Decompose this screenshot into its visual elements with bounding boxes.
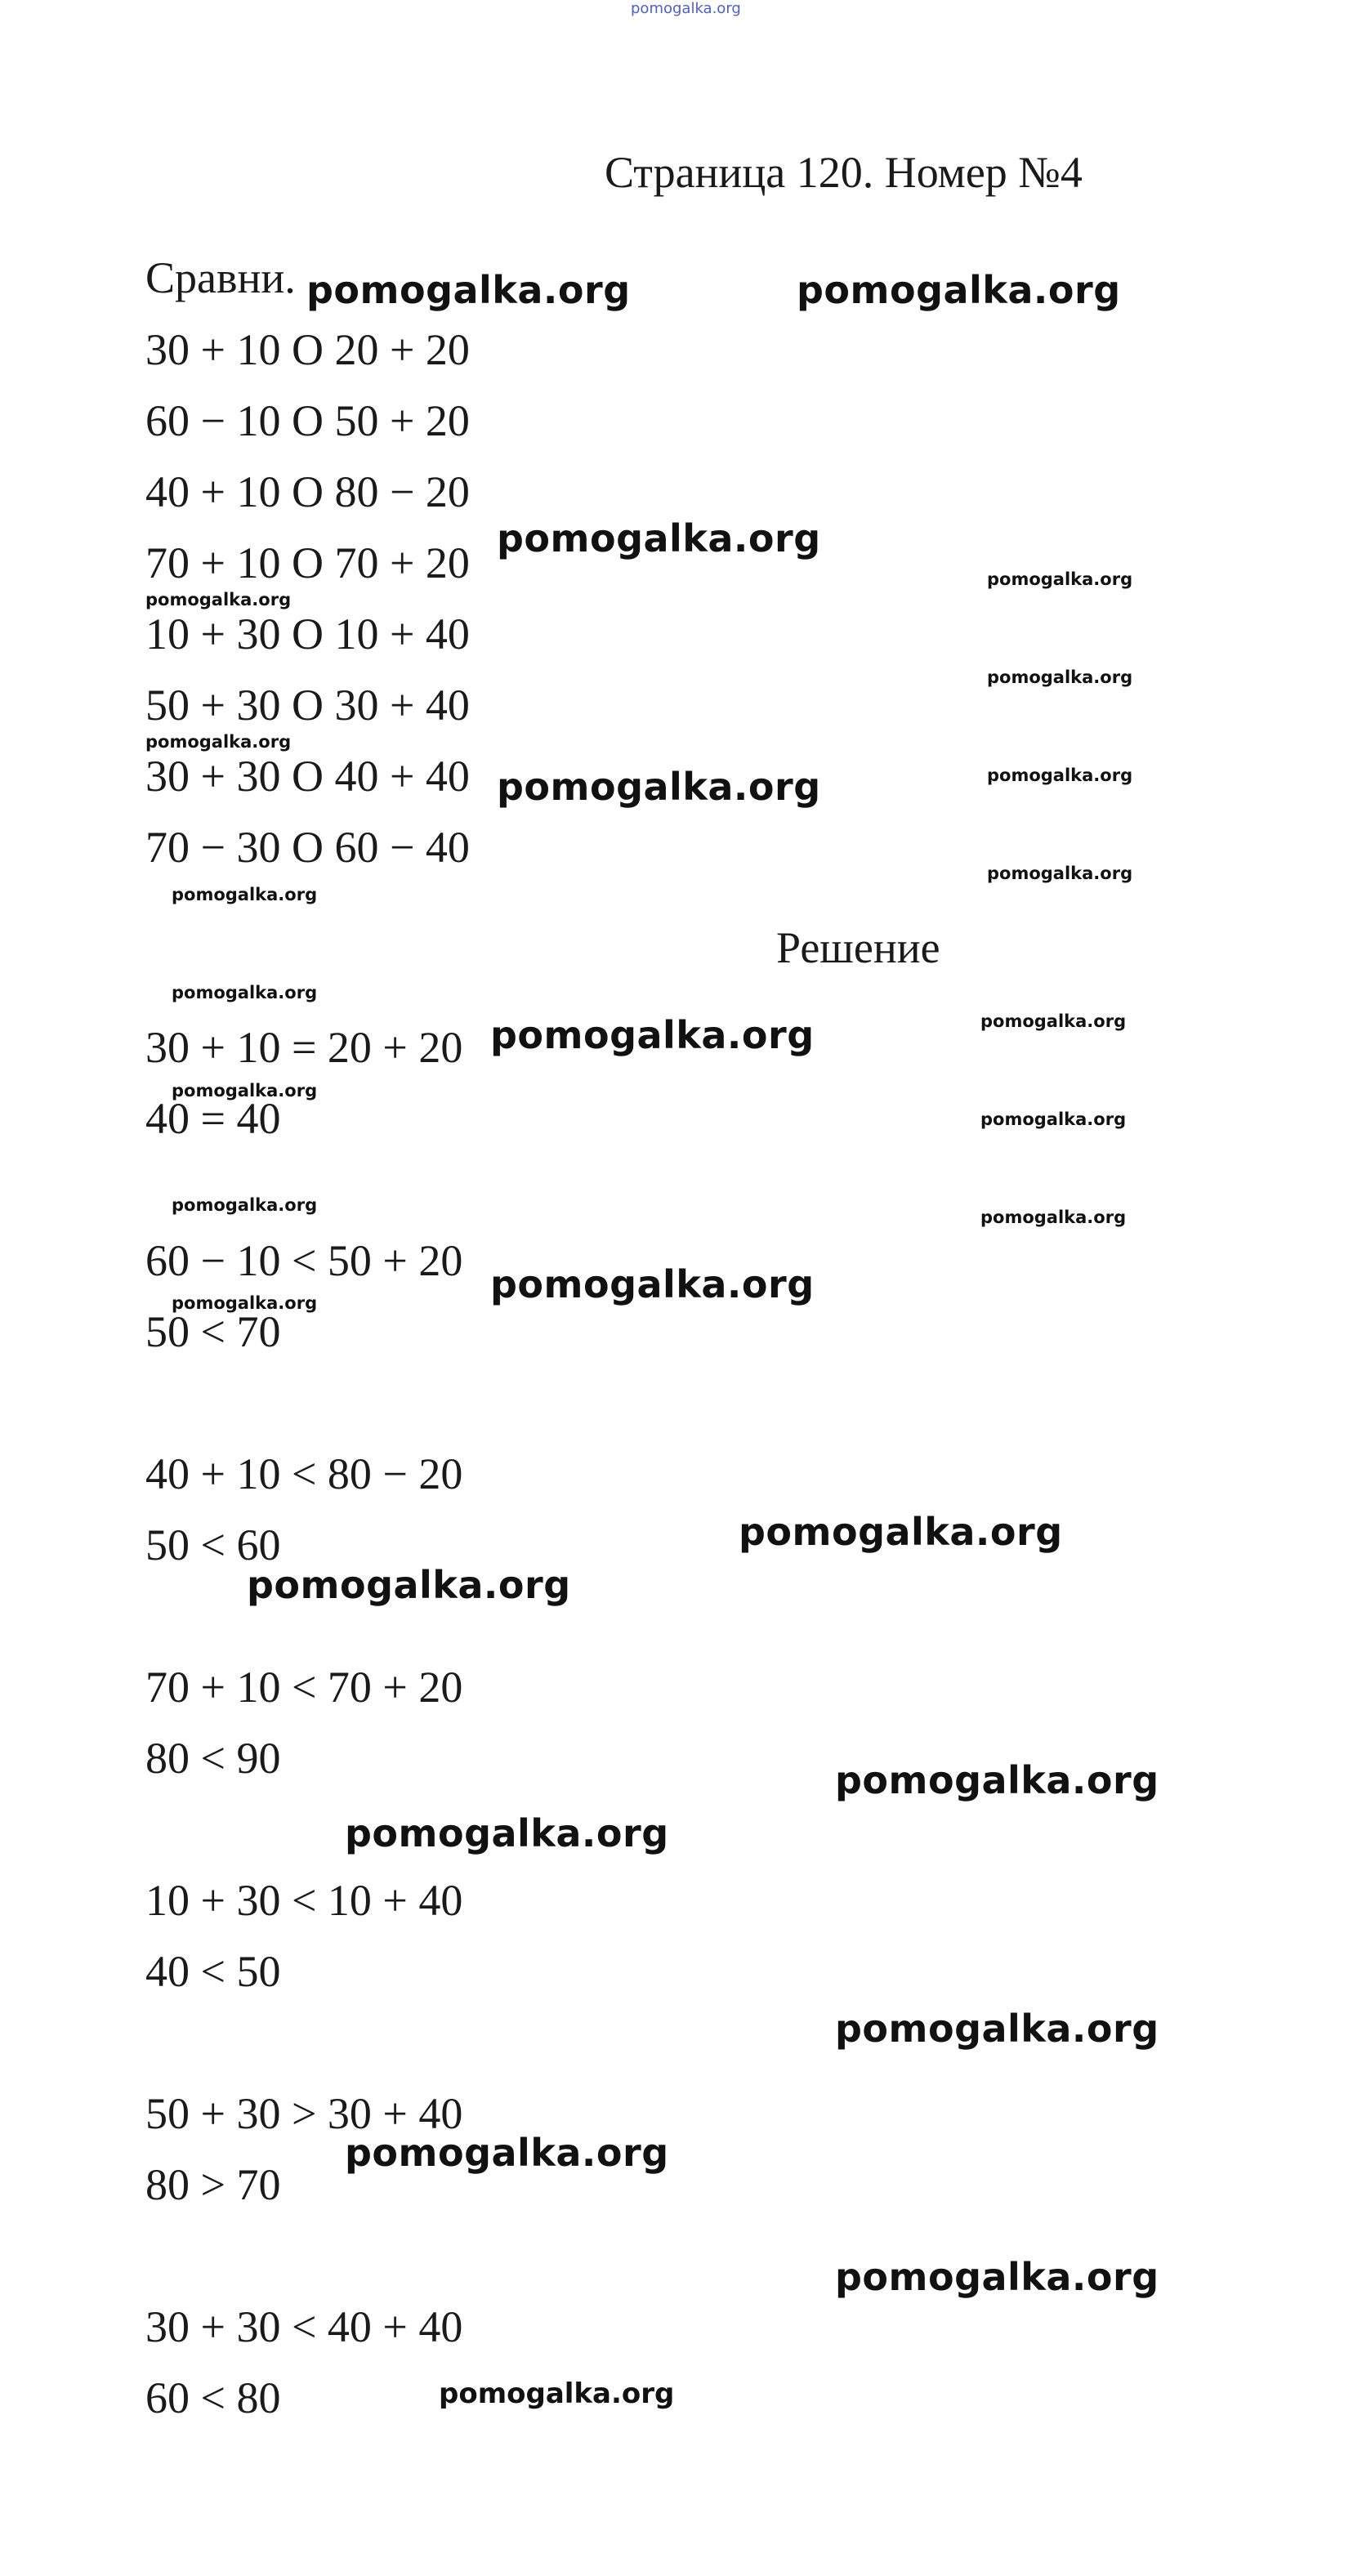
solution-expression: 30 + 30 < 40 + 40 bbox=[145, 2302, 463, 2351]
watermark: pomogalka.org bbox=[739, 1510, 1063, 1554]
task-line: 50 + 30 О 30 + 40 bbox=[145, 681, 470, 730]
watermark: pomogalka.org bbox=[306, 268, 631, 312]
watermark-small: pomogalka.org bbox=[172, 1081, 318, 1100]
watermark-small: pomogalka.org bbox=[980, 1109, 1127, 1129]
solution-result: 40 = 40 bbox=[145, 1094, 281, 1143]
task-line: 30 + 10 О 20 + 20 bbox=[145, 325, 470, 374]
task-line: 40 + 10 О 80 − 20 bbox=[145, 467, 470, 516]
solution-expression: 30 + 10 = 20 + 20 bbox=[145, 1023, 463, 1072]
watermark: pomogalka.org bbox=[345, 2131, 669, 2175]
solution-result: 50 < 70 bbox=[145, 1307, 281, 1356]
solution-result: 80 < 90 bbox=[145, 1734, 281, 1783]
solution-result: 60 < 80 bbox=[145, 2373, 281, 2422]
top-watermark: pomogalka.org bbox=[631, 0, 741, 17]
watermark-small: pomogalka.org bbox=[145, 590, 292, 609]
watermark: pomogalka.org bbox=[797, 268, 1121, 312]
watermark-small: pomogalka.org bbox=[172, 1293, 318, 1313]
watermark-small: pomogalka.org bbox=[980, 1208, 1127, 1227]
watermark: pomogalka.org bbox=[247, 1563, 571, 1607]
task-line: 30 + 30 О 40 + 40 bbox=[145, 752, 470, 801]
task-line: 60 − 10 О 50 + 20 bbox=[145, 396, 470, 445]
solution-expression: 70 + 10 < 70 + 20 bbox=[145, 1663, 463, 1712]
watermark: pomogalka.org bbox=[497, 765, 821, 809]
solution-expression: 40 + 10 < 80 − 20 bbox=[145, 1449, 463, 1498]
solution-result: 40 < 50 bbox=[145, 1947, 281, 1996]
task-line: 10 + 30 О 10 + 40 bbox=[145, 609, 470, 659]
solution-result: 50 < 60 bbox=[145, 1520, 281, 1569]
task-label: Сравни. bbox=[145, 253, 296, 302]
task-line: 70 − 30 О 60 − 40 bbox=[145, 823, 470, 872]
solution-expression: 60 − 10 < 50 + 20 bbox=[145, 1236, 463, 1285]
watermark: pomogalka.org bbox=[490, 1013, 815, 1057]
watermark-small: pomogalka.org bbox=[987, 864, 1133, 883]
watermark-small: pomogalka.org bbox=[172, 1195, 318, 1215]
page-title: Страница 120. Номер №4 bbox=[605, 148, 1083, 197]
watermark: pomogalka.org bbox=[835, 2255, 1159, 2299]
watermark-small: pomogalka.org bbox=[172, 885, 318, 904]
watermark: pomogalka.org bbox=[835, 2007, 1159, 2051]
watermark: pomogalka.org bbox=[345, 1811, 669, 1855]
watermark: pomogalka.org bbox=[497, 516, 821, 560]
watermark-small: pomogalka.org bbox=[980, 1011, 1127, 1031]
watermark-small: pomogalka.org bbox=[145, 732, 292, 752]
solution-result: 80 > 70 bbox=[145, 2160, 281, 2209]
watermark-small: pomogalka.org bbox=[987, 569, 1133, 589]
watermark-small: pomogalka.org bbox=[172, 983, 318, 1002]
task-line: 70 + 10 О 70 + 20 bbox=[145, 538, 470, 587]
watermark: pomogalka.org bbox=[439, 2377, 675, 2410]
solution-heading: Решение bbox=[776, 923, 940, 972]
watermark: pomogalka.org bbox=[835, 1758, 1159, 1802]
solution-expression: 50 + 30 > 30 + 40 bbox=[145, 2089, 463, 2138]
solution-expression: 10 + 30 < 10 + 40 bbox=[145, 1876, 463, 1925]
watermark-small: pomogalka.org bbox=[987, 667, 1133, 687]
watermark-small: pomogalka.org bbox=[987, 766, 1133, 785]
watermark: pomogalka.org bbox=[490, 1262, 815, 1306]
